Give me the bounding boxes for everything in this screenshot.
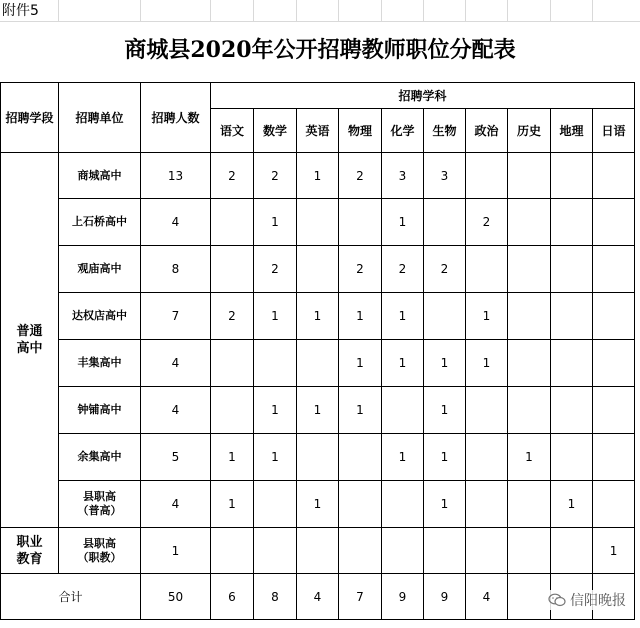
total-count: 50 [141,574,211,620]
header-subject: 化学 [382,109,424,153]
subject-cell [254,340,297,387]
total-cell: 8 [254,574,297,620]
table-row [1,340,635,387]
header-subject: 英语 [297,109,339,153]
unit-name: 县职高 （职教） [59,528,141,574]
subject-cell [508,293,551,340]
subject-cell [466,387,508,434]
unit-count: 7 [141,293,211,340]
subject-cell: 1 [339,293,382,340]
unit-name: 观庙高中 [59,246,141,293]
subject-cell: 1 [254,293,297,340]
subject-cell: 1 [466,340,508,387]
watermark-text: 信阳晚报 [570,593,626,609]
subject-cell [211,528,254,574]
wechat-icon [548,593,566,607]
total-cell: 6 [211,574,254,620]
subject-cell [466,528,508,574]
unit-name: 县职高 （普高） [59,481,141,528]
unit-name: 钟铺高中 [59,387,141,434]
table-row [1,199,635,246]
subject-cell: 1 [254,434,297,481]
subject-cell [593,153,635,199]
unit-name: 商城高中 [59,153,141,199]
subject-cell [254,528,297,574]
header-subject: 生物 [424,109,466,153]
subject-cell [297,528,339,574]
subject-cell: 1 [466,293,508,340]
subject-cell: 2 [211,153,254,199]
page-title: 商城县2020年公开招聘教师职位分配表 [124,37,516,63]
subject-cell [593,340,635,387]
subject-cell: 2 [339,153,382,199]
subject-cell: 1 [297,387,339,434]
subject-cell: 1 [382,199,424,246]
subject-cell: 1 [254,387,297,434]
subject-cell: 2 [254,246,297,293]
subject-cell: 1 [339,340,382,387]
subject-cell [211,246,254,293]
subject-cell: 1 [339,387,382,434]
subject-cell: 1 [254,199,297,246]
subject-cell: 1 [424,340,466,387]
subject-cell [593,246,635,293]
subject-cell: 1 [382,434,424,481]
subject-cell [211,387,254,434]
subject-cell: 3 [382,153,424,199]
header-subject: 历史 [508,109,551,153]
subject-cell [508,246,551,293]
total-cell: 9 [382,574,424,620]
total-row [1,574,635,620]
subject-cell [339,199,382,246]
subject-cell [551,434,593,481]
subject-cell: 2 [466,199,508,246]
subject-cell [593,434,635,481]
subject-cell: 1 [211,481,254,528]
subject-cell: 1 [382,340,424,387]
subject-cell [339,481,382,528]
total-cell: 7 [339,574,382,620]
subject-cell: 2 [254,153,297,199]
subject-cell [424,293,466,340]
unit-count: 4 [141,387,211,434]
subject-cell [254,481,297,528]
subject-cell [593,293,635,340]
subject-cell [297,199,339,246]
header-subject: 物理 [339,109,382,153]
header-subject: 语文 [211,109,254,153]
subject-cell [593,481,635,528]
stage-general: 普通 高中 [1,153,59,528]
subject-cell [508,199,551,246]
subject-cell [508,481,551,528]
attachment-label: 附件5 [2,3,39,19]
subject-cell [382,481,424,528]
subject-cell [297,434,339,481]
subject-cell [211,340,254,387]
unit-name: 达权店高中 [59,293,141,340]
header-unit: 招聘单位 [59,83,141,153]
table-row [1,481,635,528]
header-subject: 政治 [466,109,508,153]
unit-name: 丰集高中 [59,340,141,387]
unit-name: 上石桥高中 [59,199,141,246]
subject-cell: 1 [424,434,466,481]
subject-cell [339,434,382,481]
total-cell [508,574,551,620]
subject-cell [466,434,508,481]
subject-cell [551,153,593,199]
unit-count: 4 [141,340,211,387]
watermark [548,590,626,610]
subject-cell [424,528,466,574]
subject-cell [466,481,508,528]
subject-cell [551,387,593,434]
subject-cell: 2 [211,293,254,340]
unit-count: 5 [141,434,211,481]
table-row [1,246,635,293]
header-stage: 招聘学段 [1,83,59,153]
subject-cell [593,199,635,246]
table-row [1,528,635,574]
subject-cell [466,246,508,293]
total-cell: 9 [424,574,466,620]
subject-cell [508,387,551,434]
subject-cell: 1 [382,293,424,340]
unit-count: 13 [141,153,211,199]
subject-cell: 1 [424,481,466,528]
table-row [1,387,635,434]
subject-cell [339,528,382,574]
total-cell: 4 [466,574,508,620]
header-count: 招聘人数 [141,83,211,153]
unit-count: 8 [141,246,211,293]
subject-cell: 1 [211,434,254,481]
subject-cell [551,528,593,574]
table-row [1,153,635,199]
subject-cell [297,340,339,387]
subject-cell: 1 [424,387,466,434]
header-subject: 日语 [593,109,635,153]
subject-cell [551,246,593,293]
stage-vocational: 职业 教育 [1,528,59,574]
subject-cell [382,387,424,434]
subject-cell: 2 [382,246,424,293]
total-cell: 4 [297,574,339,620]
subject-cell: 2 [339,246,382,293]
subject-cell [382,528,424,574]
header-subject: 地理 [551,109,593,153]
subject-cell: 1 [593,528,635,574]
subject-cell [508,528,551,574]
total-label: 合计 [1,574,141,620]
table-row [1,434,635,481]
subject-cell: 1 [508,434,551,481]
subject-cell: 1 [297,153,339,199]
subject-cell [551,199,593,246]
subject-cell: 1 [297,293,339,340]
subject-cell: 3 [424,153,466,199]
subject-cell: 2 [424,246,466,293]
unit-count: 4 [141,199,211,246]
subject-cell [211,199,254,246]
unit-count: 1 [141,528,211,574]
subject-cell [593,387,635,434]
subject-cell [466,153,508,199]
subject-cell: 1 [297,481,339,528]
table-row [1,293,635,340]
unit-count: 4 [141,481,211,528]
subject-cell [551,340,593,387]
subject-cell [551,293,593,340]
subject-cell: 1 [551,481,593,528]
subject-cell [508,340,551,387]
subject-cell [508,153,551,199]
allocation-table [0,82,635,620]
subject-cell [297,246,339,293]
header-subject: 数学 [254,109,297,153]
unit-name: 余集高中 [59,434,141,481]
subject-cell [424,199,466,246]
header-subjects-group: 招聘学科 [211,83,635,109]
